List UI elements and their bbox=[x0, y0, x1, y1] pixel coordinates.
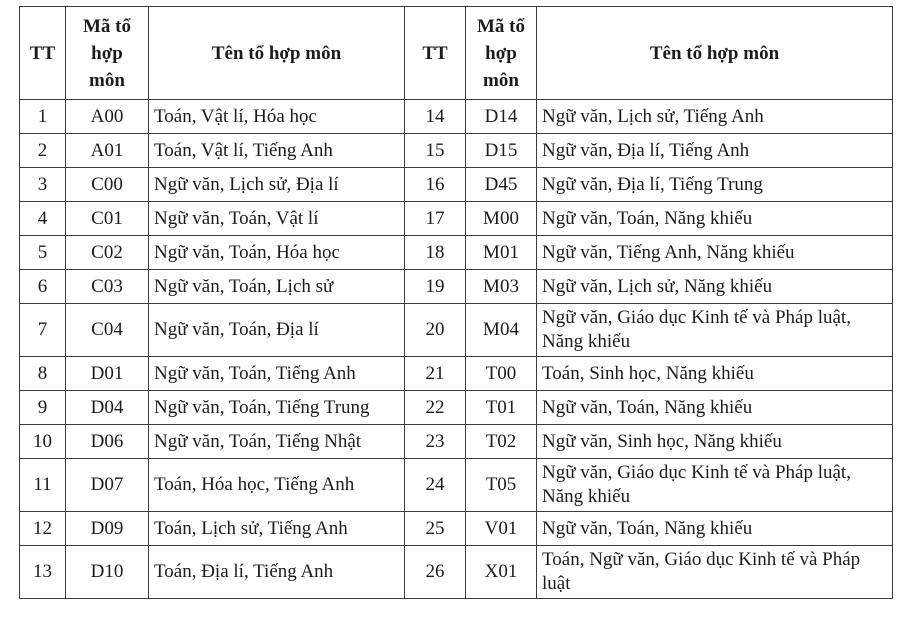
row-number-left: 1 bbox=[20, 100, 66, 134]
row-number-left: 12 bbox=[20, 512, 66, 546]
table-row bbox=[20, 357, 893, 391]
combination-name-left: Ngữ văn, Toán, Tiếng Trung bbox=[149, 391, 405, 425]
combination-name-right: Toán, Ngữ văn, Giáo dục Kinh tế và Pháp luật bbox=[537, 546, 893, 599]
combination-code-right: D45 bbox=[466, 168, 537, 202]
combination-code-right: D14 bbox=[466, 100, 537, 134]
combination-code-right: D15 bbox=[466, 134, 537, 168]
combination-name-left: Toán, Vật lí, Tiếng Anh bbox=[149, 134, 405, 168]
row-number-left: 4 bbox=[20, 202, 66, 236]
table-row bbox=[20, 512, 893, 546]
combination-code-right: M01 bbox=[466, 236, 537, 270]
header-name-right: Tên tổ hợp môn bbox=[537, 7, 893, 100]
combination-name-left: Ngữ văn, Toán, Hóa học bbox=[149, 236, 405, 270]
combination-name-right: Ngữ văn, Giáo dục Kinh tế và Pháp luật, Năng khiếu bbox=[537, 304, 893, 357]
combination-code-right: X01 bbox=[466, 546, 537, 599]
table-row bbox=[20, 168, 893, 202]
combination-code-left: D04 bbox=[66, 391, 149, 425]
combination-code-right: M04 bbox=[466, 304, 537, 357]
combination-name-left: Ngữ văn, Toán, Tiếng Nhật bbox=[149, 425, 405, 459]
combination-name-right: Ngữ văn, Lịch sử, Tiếng Anh bbox=[537, 100, 893, 134]
table-row bbox=[20, 304, 893, 357]
combination-code-right: M03 bbox=[466, 270, 537, 304]
row-number-right: 20 bbox=[405, 304, 466, 357]
header-code-line2: hợp bbox=[91, 42, 123, 64]
combination-name-right: Ngữ văn, Toán, Năng khiếu bbox=[537, 202, 893, 236]
combination-code-left: A01 bbox=[66, 134, 149, 168]
combination-name-right: Ngữ văn, Sinh học, Năng khiếu bbox=[537, 425, 893, 459]
combination-code-right: M00 bbox=[466, 202, 537, 236]
combination-code-left: D07 bbox=[66, 459, 149, 512]
combination-code-left: C04 bbox=[66, 304, 149, 357]
table-row bbox=[20, 546, 893, 599]
combination-name-right: Ngữ văn, Giáo dục Kinh tế và Pháp luật, Năng khiếu bbox=[537, 459, 893, 512]
table-row bbox=[20, 236, 893, 270]
row-number-left: 5 bbox=[20, 236, 66, 270]
row-number-right: 23 bbox=[405, 425, 466, 459]
combination-name-left: Toán, Lịch sử, Tiếng Anh bbox=[149, 512, 405, 546]
row-number-left: 8 bbox=[20, 357, 66, 391]
row-number-left: 13 bbox=[20, 546, 66, 599]
combination-name-right: Ngữ văn, Toán, Năng khiếu bbox=[537, 512, 893, 546]
header-tt-right: TT bbox=[405, 7, 466, 100]
combination-code-left: C03 bbox=[66, 270, 149, 304]
subject-combination-table bbox=[19, 6, 893, 599]
combination-name-left: Ngữ văn, Toán, Tiếng Anh bbox=[149, 357, 405, 391]
header-code-left bbox=[66, 7, 149, 100]
combination-name-left: Ngữ văn, Toán, Địa lí bbox=[149, 304, 405, 357]
combination-name-left: Toán, Địa lí, Tiếng Anh bbox=[149, 546, 405, 599]
combination-code-left: D06 bbox=[66, 425, 149, 459]
table-header-row bbox=[20, 7, 893, 100]
header-code-right bbox=[466, 7, 537, 100]
row-number-right: 17 bbox=[405, 202, 466, 236]
row-number-right: 25 bbox=[405, 512, 466, 546]
combination-code-left: D10 bbox=[66, 546, 149, 599]
combination-code-right: T02 bbox=[466, 425, 537, 459]
combination-name-right: Ngữ văn, Tiếng Anh, Năng khiếu bbox=[537, 236, 893, 270]
combination-name-right: Ngữ văn, Lịch sử, Năng khiếu bbox=[537, 270, 893, 304]
row-number-left: 10 bbox=[20, 425, 66, 459]
table-row bbox=[20, 100, 893, 134]
header-code-line3: môn bbox=[89, 69, 125, 91]
combination-code-left: D09 bbox=[66, 512, 149, 546]
combination-code-left: A00 bbox=[66, 100, 149, 134]
combination-code-left: D01 bbox=[66, 357, 149, 391]
combination-code-right: V01 bbox=[466, 512, 537, 546]
combination-name-right: Ngữ văn, Địa lí, Tiếng Trung bbox=[537, 168, 893, 202]
row-number-right: 15 bbox=[405, 134, 466, 168]
row-number-right: 16 bbox=[405, 168, 466, 202]
row-number-right: 22 bbox=[405, 391, 466, 425]
combination-code-left: C00 bbox=[66, 168, 149, 202]
row-number-left: 6 bbox=[20, 270, 66, 304]
table-row bbox=[20, 425, 893, 459]
header-tt-left: TT bbox=[20, 7, 66, 100]
table-row bbox=[20, 270, 893, 304]
row-number-right: 26 bbox=[405, 546, 466, 599]
table-row bbox=[20, 202, 893, 236]
combination-name-left: Toán, Vật lí, Hóa học bbox=[149, 100, 405, 134]
header-code-line1: Mã tổ bbox=[82, 15, 131, 37]
row-number-right: 19 bbox=[405, 270, 466, 304]
combination-name-left: Toán, Hóa học, Tiếng Anh bbox=[149, 459, 405, 512]
table-row bbox=[20, 459, 893, 512]
row-number-right: 18 bbox=[405, 236, 466, 270]
table-body bbox=[20, 100, 893, 599]
header-code-line1: Mã tổ bbox=[476, 15, 525, 37]
table-row bbox=[20, 391, 893, 425]
row-number-left: 9 bbox=[20, 391, 66, 425]
header-name-left: Tên tổ hợp môn bbox=[149, 7, 405, 100]
header-code-line3: môn bbox=[483, 69, 519, 91]
combination-code-right: T05 bbox=[466, 459, 537, 512]
row-number-right: 14 bbox=[405, 100, 466, 134]
combination-name-right: Ngữ văn, Toán, Năng khiếu bbox=[537, 391, 893, 425]
row-number-right: 21 bbox=[405, 357, 466, 391]
combination-name-right: Ngữ văn, Địa lí, Tiếng Anh bbox=[537, 134, 893, 168]
combination-name-right: Toán, Sinh học, Năng khiếu bbox=[537, 357, 893, 391]
row-number-left: 7 bbox=[20, 304, 66, 357]
combination-code-right: T01 bbox=[466, 391, 537, 425]
combination-code-left: C02 bbox=[66, 236, 149, 270]
row-number-left: 2 bbox=[20, 134, 66, 168]
combination-name-left: Ngữ văn, Toán, Lịch sử bbox=[149, 270, 405, 304]
combination-code-right: T00 bbox=[466, 357, 537, 391]
combination-name-left: Ngữ văn, Toán, Vật lí bbox=[149, 202, 405, 236]
combination-name-left: Ngữ văn, Lịch sử, Địa lí bbox=[149, 168, 405, 202]
table-row bbox=[20, 134, 893, 168]
row-number-left: 3 bbox=[20, 168, 66, 202]
row-number-right: 24 bbox=[405, 459, 466, 512]
header-code-line2: hợp bbox=[485, 42, 517, 64]
combination-code-left: C01 bbox=[66, 202, 149, 236]
row-number-left: 11 bbox=[20, 459, 66, 512]
